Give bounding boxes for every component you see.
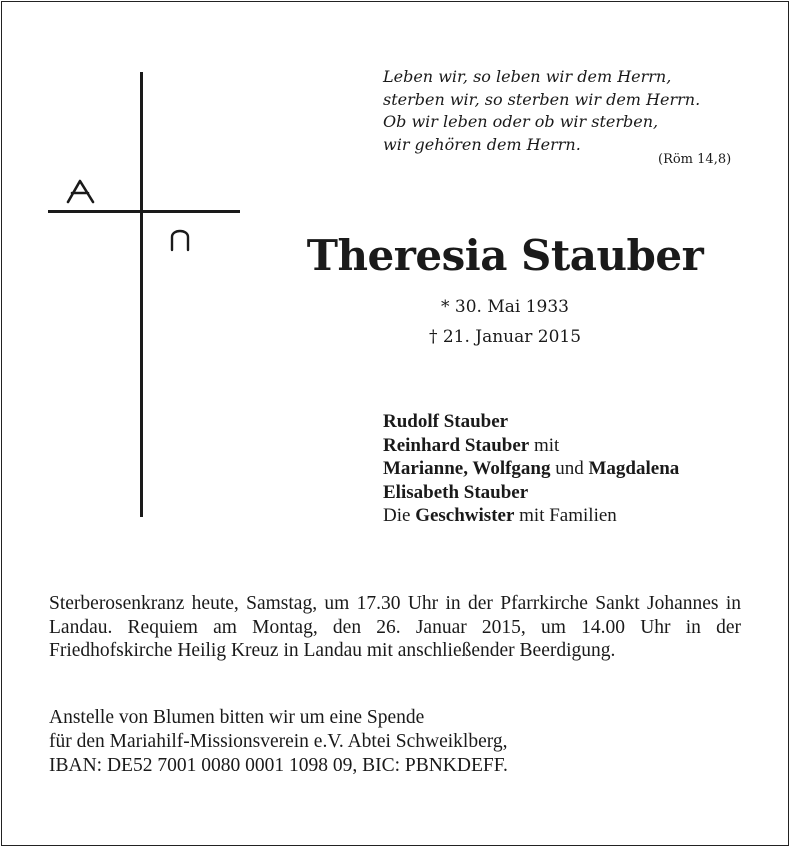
mourner-line (383, 481, 763, 505)
mourner-line (383, 434, 763, 458)
mourner-line (383, 457, 763, 481)
mourner-connector: mit Familien (514, 505, 617, 526)
verse-line: wir gehören dem Herrn. (383, 134, 581, 154)
verse-line: Ob wir leben oder ob wir sterben, (383, 112, 659, 131)
donation-line: für den Mariahilf-Missionsverein e.V. Abtei Schweiklberg, (49, 731, 508, 752)
mourner-connector: und (550, 458, 589, 479)
death-date: † 21. Januar 2015 (428, 327, 582, 347)
mourner-name: Elisabeth Stauber (383, 481, 529, 503)
omega-icon (168, 226, 192, 252)
cross-vertical-bar (140, 72, 143, 517)
alpha-icon (64, 178, 98, 204)
mourners-list (383, 410, 763, 528)
bible-verse (383, 66, 753, 156)
deceased-name: Theresia Stauber (306, 231, 704, 280)
mourner-name: Marianne, Wolfgang (383, 458, 551, 479)
donation-line: IBAN: DE52 7001 0080 0001 1098 09, BIC: PBNKDEFF. (49, 755, 508, 776)
service-notice: Sterberosenkranz heute, Samstag, um 17.30 Uhr in der Pfarrkirche Sankt Johannes in Landau. Requiem am Montag, den 26. Januar 2015, um 14.00 Uhr in der Friedhofskirche Heilig Kreuz in Landau mit anschließender Beerdigung. (49, 593, 741, 661)
mourner-line (383, 504, 763, 528)
mourner-name: Rudolf Stauber (383, 411, 509, 432)
mourner-name: Magdalena (588, 458, 680, 479)
verse-line: Leben wir, so leben wir dem Herrn, (383, 67, 672, 86)
cross-horizontal-bar (48, 210, 240, 213)
mourner-line (383, 410, 763, 434)
birth-date: * 30. Mai 1933 (441, 297, 569, 317)
mourner-name: Reinhard Stauber (383, 434, 530, 456)
mourner-name: Geschwister (415, 505, 515, 526)
life-dates (260, 292, 750, 352)
donation-notice (49, 706, 741, 778)
mourner-connector: mit (529, 434, 560, 456)
verse-reference: (Röm 14,8) (658, 152, 732, 167)
verse-line: sterben wir, so sterben wir dem Herrn. (383, 89, 701, 109)
donation-line: Anstelle von Blumen bitten wir um eine Spende (49, 707, 425, 728)
mourner-connector: Die (383, 505, 416, 526)
